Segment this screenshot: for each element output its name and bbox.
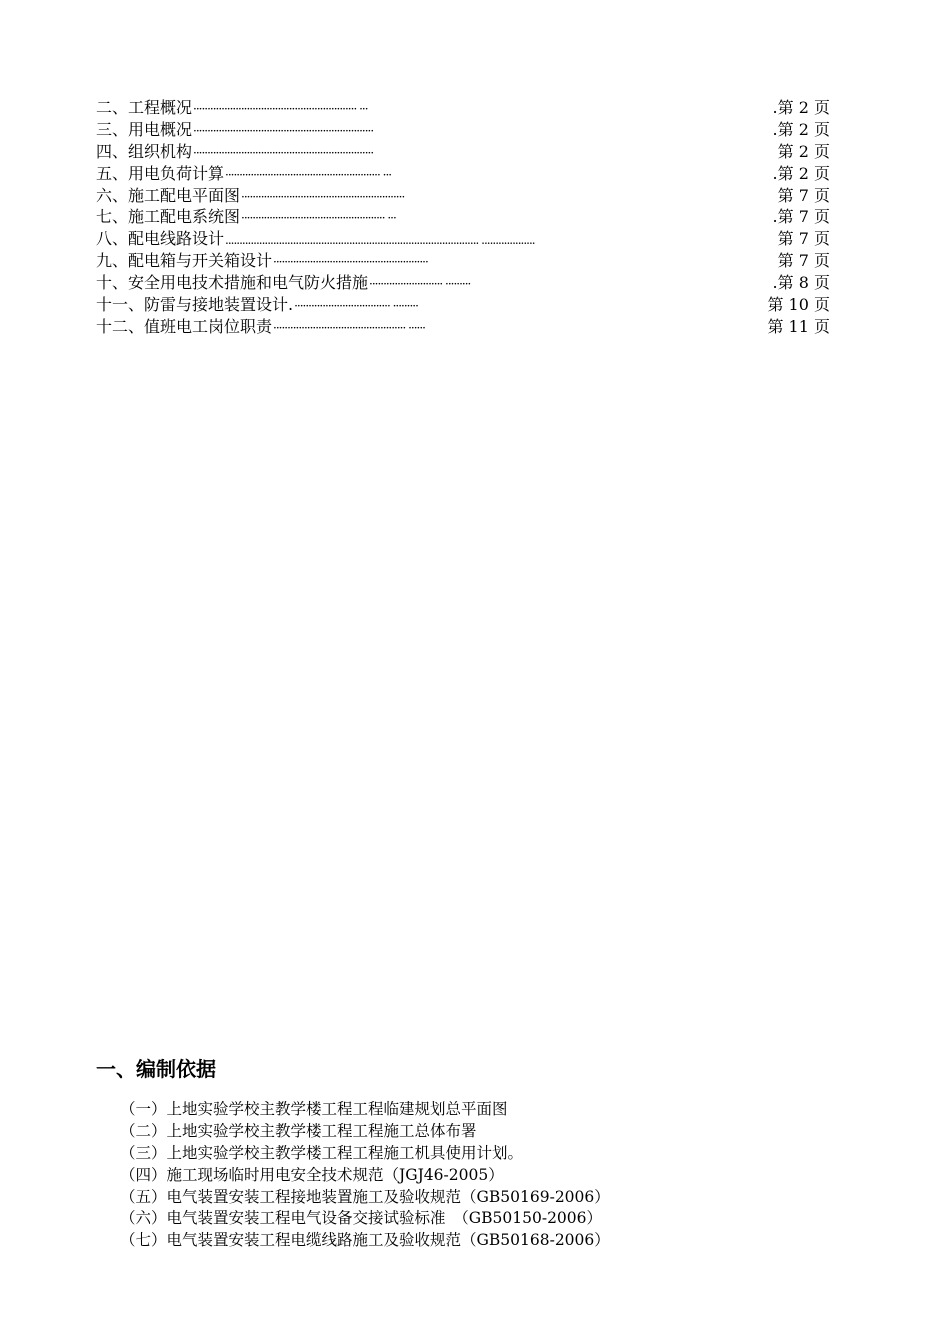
toc-entry-title: 十二、值班电工岗位职责	[96, 316, 273, 336]
toc-entry-page: 第 7 页	[777, 229, 830, 249]
toc-entry-page: .第 2 页	[772, 163, 830, 183]
toc-entry-leader: ·························································· ···	[193, 102, 368, 116]
reference-item: （三）上地实验学校主教学楼工程工程施工机具使用计划。	[120, 1143, 524, 1162]
toc-entry-title: 三、用电概况	[96, 119, 193, 139]
toc-entry[interactable]	[96, 185, 830, 207]
reference-list	[120, 1099, 880, 1252]
toc-entry[interactable]	[96, 119, 830, 141]
toc-entry-page: .第 8 页	[772, 273, 830, 293]
toc-entry-page: 第 11 页	[767, 316, 830, 336]
toc-entry[interactable]	[96, 228, 830, 250]
toc-entry-page: 第 7 页	[777, 251, 830, 271]
toc-entry-title: 六、施工配电平面图	[96, 185, 241, 205]
reference-item: （七）电气装置安装工程电缆线路施工及验收规范（GB50168-2006）	[120, 1231, 610, 1250]
reference-item: （一）上地实验学校主教学楼工程工程临建规划总平面图	[120, 1100, 508, 1118]
reference-item: （四）施工现场临时用电安全技术规范（JGJ46-2005）	[120, 1165, 504, 1184]
toc-entry[interactable]	[96, 316, 830, 338]
toc-entry-title: 八、配电线路设计	[96, 229, 225, 249]
reference-item: （二）上地实验学校主教学楼工程工程施工总体布署	[120, 1121, 477, 1140]
toc-entry-leader: ······················································· ···	[225, 167, 392, 182]
toc-entry-leader: ··············································· ······	[273, 320, 425, 335]
reference-item: （五）电气装置安装工程接地装置施工及验收规范（GB50169-2006）	[120, 1187, 610, 1206]
toc-entry[interactable]	[96, 206, 830, 228]
toc-entry-title: 二、工程概况	[96, 98, 193, 117]
toc-entry-leader: ··························································	[241, 189, 405, 204]
table-of-contents	[96, 97, 830, 338]
toc-entry-page: 第 7 页	[777, 185, 830, 205]
toc-entry[interactable]	[96, 141, 830, 163]
toc-entry-title: 七、施工配电系统图	[96, 207, 241, 227]
toc-entry-page: .第 2 页	[772, 98, 830, 117]
toc-entry-title: 十、安全用电技术措施和电气防火措施	[96, 273, 369, 293]
toc-entry[interactable]	[96, 250, 830, 272]
toc-entry-page: .第 7 页	[772, 207, 830, 227]
toc-entry-leader: ··················································· ···	[241, 211, 396, 226]
toc-entry-leader: ·································· ·········	[294, 299, 418, 314]
section-heading: 一、编制依据	[96, 1057, 216, 1081]
toc-entry-leader: .......................................................................................... ...................	[225, 233, 535, 248]
toc-entry-page: .第 2 页	[772, 119, 830, 139]
toc-entry-leader: ································································	[193, 123, 374, 138]
toc-entry[interactable]	[96, 294, 830, 316]
toc-entry-page: 第 10 页	[767, 295, 830, 315]
toc-entry[interactable]	[96, 97, 830, 119]
toc-entry-title: 十一、防雷与接地装置设计.	[96, 295, 294, 315]
toc-entry-leader: ································································	[193, 145, 374, 160]
toc-entry-title: 四、组织机构	[96, 141, 193, 161]
reference-item: （六）电气装置安装工程电气设备交接试验标准 （GB50150-2006）	[120, 1209, 603, 1228]
toc-entry-title: 九、配电箱与开关箱设计	[96, 251, 273, 271]
toc-entry-leader: ·······················································	[273, 255, 428, 270]
toc-entry-title: 五、用电负荷计算	[96, 163, 225, 183]
toc-entry-leader: ·························· ·········	[369, 277, 471, 292]
toc-entry[interactable]	[96, 272, 830, 294]
toc-entry[interactable]	[96, 163, 830, 185]
toc-entry-page: 第 2 页	[777, 141, 830, 161]
